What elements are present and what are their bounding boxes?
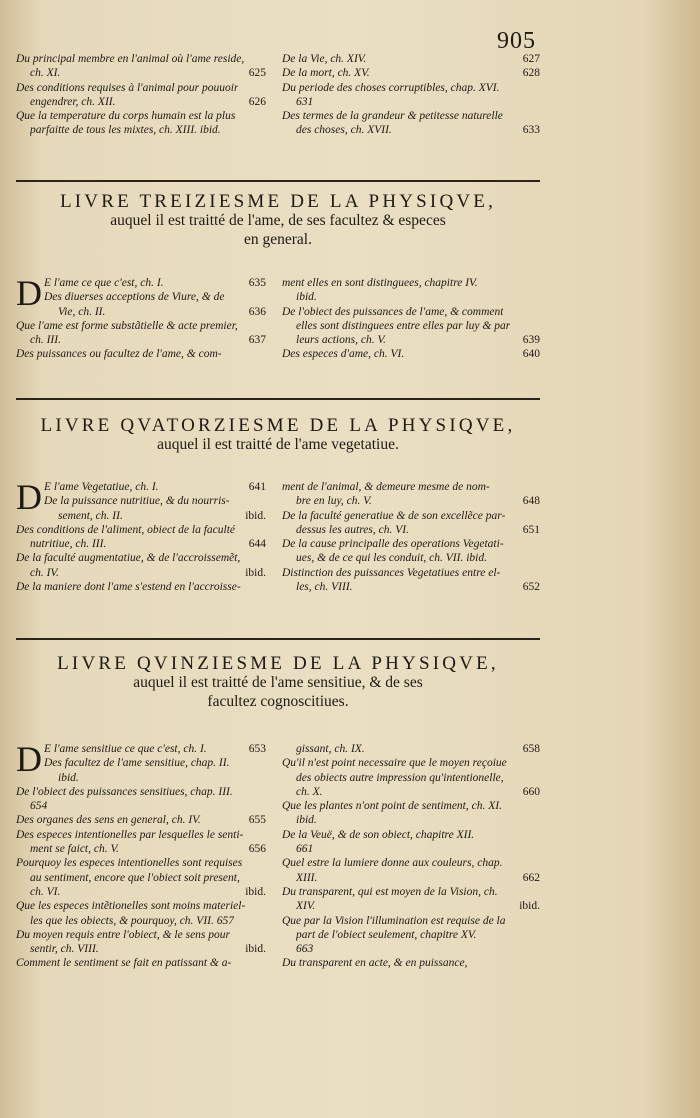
page-ref bbox=[260, 785, 266, 799]
index-entry bbox=[282, 509, 540, 523]
entry-text: les, ch. VIII. bbox=[296, 581, 353, 594]
page-ref bbox=[260, 123, 266, 137]
index-entry bbox=[282, 742, 540, 756]
page-ref: 633 bbox=[522, 124, 540, 137]
page-ref bbox=[260, 828, 266, 842]
index-entry bbox=[282, 580, 540, 594]
entry-text: Des diuerses acceptions de Viure, & de bbox=[44, 291, 225, 304]
page-ref bbox=[260, 494, 266, 508]
entry-text: De la cause principalle des operations Vegetati- bbox=[282, 538, 504, 551]
index-entry bbox=[16, 52, 266, 66]
index-entry bbox=[282, 566, 540, 580]
index-entry bbox=[16, 842, 266, 856]
entry-text: E l'ame sensitiue ce que c'est, ch. I. bbox=[44, 743, 207, 755]
index-entry bbox=[44, 742, 266, 756]
index-entry bbox=[282, 942, 540, 956]
page-ref bbox=[260, 551, 266, 565]
entry-text: au sentiment, encore que l'obiect soit present, bbox=[30, 871, 240, 884]
entry-text: 663 bbox=[296, 943, 314, 956]
title-line: auquel il est traitté de l'ame vegetatiue. bbox=[157, 436, 399, 453]
entry-text: De l'obiect des puissances sensitiues, chap. III. bbox=[16, 785, 233, 798]
index-entry bbox=[282, 81, 540, 95]
page-ref bbox=[534, 771, 540, 785]
index-column-left bbox=[16, 739, 266, 971]
page-ref bbox=[260, 914, 266, 928]
page-ref: 625 bbox=[248, 67, 266, 80]
entry-text: ues, & de ce qui les conduit, ch. VII. ibid. bbox=[296, 552, 487, 565]
page-ref: ibid. bbox=[519, 900, 540, 913]
index-entry bbox=[282, 785, 540, 799]
index-entry bbox=[282, 856, 540, 870]
entry-text: engendrer, ch. XII. bbox=[30, 95, 116, 108]
index-entry bbox=[16, 551, 266, 565]
page-ref bbox=[260, 347, 266, 361]
entry-text: Pourquoy les especes intentionelles sont requises bbox=[16, 857, 243, 870]
drop-capital: D bbox=[16, 477, 42, 517]
page-ref: 635 bbox=[248, 277, 266, 289]
index-entry bbox=[16, 871, 266, 885]
entry-text: Que la temperature du corps humain est la plus bbox=[16, 110, 236, 123]
title-line: auquel il est traitté de l'ame, de ses facultez & especes bbox=[110, 212, 446, 229]
page-ref bbox=[534, 828, 540, 842]
index-entry bbox=[16, 109, 266, 123]
index-column-right bbox=[282, 276, 540, 362]
index-entry bbox=[16, 81, 266, 95]
page-ref bbox=[260, 109, 266, 123]
index-entry bbox=[16, 580, 266, 594]
entry-text: ch. III. bbox=[30, 334, 61, 347]
entry-text: Du principal membre en l'animal où l'ame reside, bbox=[16, 53, 245, 65]
page-ref: 644 bbox=[248, 538, 266, 551]
index-entry bbox=[44, 305, 266, 319]
entry-text: les que les obiects, & pourquoy, ch. VII. 657 bbox=[30, 914, 234, 927]
index-entry bbox=[282, 771, 540, 785]
index-entry bbox=[282, 899, 540, 913]
entry-text: part de l'obiect seulement, chapitre XV. bbox=[296, 928, 477, 941]
entry-text: parfaitte de tous les mixtes, ch. XIII. ibid. bbox=[30, 124, 221, 137]
page-ref: 639 bbox=[522, 334, 540, 347]
page-ref: 648 bbox=[522, 495, 540, 508]
page-ref bbox=[534, 799, 540, 813]
page-ref: ibid. bbox=[245, 509, 266, 522]
index-entry bbox=[282, 347, 540, 361]
entry-text: E l'ame ce que c'est, ch. I. bbox=[44, 277, 164, 289]
entry-text: ibid. bbox=[296, 814, 317, 827]
entry-list bbox=[16, 273, 266, 362]
entry-text: gissant, ch. IX. bbox=[296, 743, 365, 755]
entry-text: 631 bbox=[296, 95, 314, 108]
index-column-right bbox=[282, 742, 540, 971]
entry-text: Des conditions requises à l'animal pour pouuoir bbox=[16, 81, 239, 94]
page-ref bbox=[260, 956, 266, 970]
index-entry bbox=[282, 52, 540, 66]
title-line: facultez cognoscitiues. bbox=[207, 693, 349, 710]
page-ref: 628 bbox=[522, 67, 540, 80]
entry-text: E l'ame Vegetatiue, ch. I. bbox=[44, 481, 159, 493]
page-ref bbox=[534, 95, 540, 109]
entry-text: De la Veuë, & de son obiect, chapitre XII. bbox=[282, 828, 475, 841]
page-ref bbox=[534, 956, 540, 970]
entry-text: Vie, ch. II. bbox=[58, 305, 106, 318]
index-entry bbox=[16, 319, 266, 333]
index-entry bbox=[44, 756, 266, 770]
section-title-livre-15 bbox=[16, 654, 540, 711]
entry-text: bre en luy, ch. V. bbox=[296, 495, 372, 508]
index-entry bbox=[282, 276, 540, 290]
index-entry bbox=[16, 813, 266, 827]
index-entry bbox=[16, 885, 266, 899]
page-ref bbox=[534, 537, 540, 551]
page-ref bbox=[260, 928, 266, 942]
page-ref bbox=[260, 756, 266, 770]
entry-text: sentir, ch. VIII. bbox=[30, 943, 99, 956]
entry-text: Des especes d'ame, ch. VI. bbox=[282, 348, 405, 361]
page-ref: 658 bbox=[522, 743, 540, 755]
index-entry bbox=[16, 66, 266, 80]
page-ref: 637 bbox=[248, 334, 266, 347]
page-ref: 640 bbox=[522, 348, 540, 361]
title-line: LIVRE TREIZIESME DE LA PHYSIQVE, bbox=[59, 191, 497, 212]
page-ref bbox=[260, 52, 266, 66]
entry-text: 654 bbox=[30, 800, 48, 813]
entry-text: nutritiue, ch. III. bbox=[30, 538, 107, 551]
index-entry bbox=[282, 290, 540, 304]
index-entry bbox=[282, 305, 540, 319]
page-ref bbox=[260, 899, 266, 913]
index-column-left bbox=[16, 52, 266, 138]
page-ref bbox=[534, 319, 540, 333]
index-entry bbox=[282, 756, 540, 770]
page-ref: 656 bbox=[248, 843, 266, 856]
page-ref bbox=[534, 276, 540, 290]
page-ref bbox=[534, 842, 540, 856]
entry-text: Des facultez de l'ame sensitiue, chap. II. bbox=[44, 757, 230, 770]
index-entry bbox=[282, 95, 540, 109]
entry-text: De la puissance nutritiue, & du nourris- bbox=[44, 495, 230, 508]
index-entry bbox=[282, 109, 540, 123]
entry-text: Du transparent en acte, & en puissance, bbox=[282, 957, 468, 970]
index-entry bbox=[282, 871, 540, 885]
entry-text: Que les especes intẽtionelles sont moins materiel- bbox=[16, 900, 246, 913]
index-entry bbox=[16, 785, 266, 799]
entry-text: De la maniere dont l'ame s'estend en l'accroisse- bbox=[16, 581, 241, 594]
index-entry bbox=[44, 480, 266, 494]
page-ref bbox=[534, 813, 540, 827]
page-ref bbox=[534, 551, 540, 565]
page-ref: 626 bbox=[248, 95, 266, 108]
page-ref bbox=[260, 799, 266, 813]
index-entry bbox=[16, 566, 266, 580]
index-column-left bbox=[16, 273, 266, 362]
page-ref: 651 bbox=[522, 523, 540, 536]
entry-text: ment de l'animal, & demeure mesme de nom- bbox=[282, 481, 490, 493]
drop-capital: D bbox=[16, 273, 42, 313]
section-divider bbox=[16, 638, 540, 640]
entry-text: des obiects autre impression qu'intentionelle, bbox=[296, 771, 504, 784]
index-entry bbox=[16, 914, 266, 928]
entry-text: Du transparent, qui est moyen de la Vision, ch. bbox=[282, 885, 498, 898]
index-entry bbox=[16, 928, 266, 942]
page-ref bbox=[260, 290, 266, 304]
index-entry bbox=[282, 494, 540, 508]
index-entry bbox=[282, 956, 540, 970]
page-ref bbox=[260, 856, 266, 870]
page-ref bbox=[534, 509, 540, 523]
page-ref: 652 bbox=[522, 581, 540, 594]
index-entry bbox=[282, 928, 540, 942]
entry-text: Des organes des sens en general, ch. IV. bbox=[16, 814, 201, 827]
page-number: 905 bbox=[497, 28, 536, 54]
entry-text: dessus les autres, ch. VI. bbox=[296, 523, 409, 536]
title-line: LIVRE QVINZIESME DE LA PHYSIQVE, bbox=[57, 653, 499, 674]
entry-text: Que par la Vision l'illumination est requise de la bbox=[282, 914, 506, 927]
page-ref bbox=[260, 523, 266, 537]
entry-text: Quel estre la lumiere donne aux couleurs, chap. bbox=[282, 857, 503, 870]
index-entry bbox=[16, 828, 266, 842]
entry-text: Du periode des choses corruptibles, chap. XVI. bbox=[282, 81, 500, 94]
page-ref: 653 bbox=[248, 743, 266, 755]
page-ref bbox=[534, 480, 540, 494]
index-entry bbox=[282, 914, 540, 928]
entry-text: De la mort, ch. XV. bbox=[282, 67, 370, 80]
index-column-left bbox=[16, 477, 266, 594]
entry-text: Que l'ame est forme substãtielle & acte premier, bbox=[16, 319, 238, 332]
index-entry bbox=[16, 537, 266, 551]
title-line: en general. bbox=[244, 231, 312, 248]
index-entry bbox=[282, 523, 540, 537]
page-ref bbox=[260, 81, 266, 95]
index-entry bbox=[16, 523, 266, 537]
entry-text: Des especes intentionelles par lesquelles le senti- bbox=[16, 828, 244, 841]
index-entry bbox=[16, 95, 266, 109]
index-entry bbox=[282, 480, 540, 494]
entry-text: ment elles en sont distinguees, chapitre IV. bbox=[282, 277, 478, 289]
index-entry bbox=[282, 123, 540, 137]
index-entry bbox=[16, 799, 266, 813]
page-ref bbox=[534, 109, 540, 123]
entry-text: Qu'il n'est point necessaire que le moyen reçoiue bbox=[282, 757, 507, 770]
index-entry bbox=[16, 347, 266, 361]
entry-text: sement, ch. II. bbox=[58, 509, 123, 522]
index-entry bbox=[282, 885, 540, 899]
page-ref bbox=[534, 566, 540, 580]
section-title-livre-14 bbox=[16, 416, 540, 454]
index-entry bbox=[16, 123, 266, 137]
entry-text: Distinction des puissances Vegetatiues entre el- bbox=[282, 566, 501, 579]
index-entry bbox=[16, 856, 266, 870]
entry-text: ibid. bbox=[296, 291, 317, 304]
entry-text: XIII. bbox=[296, 871, 318, 884]
index-entry bbox=[282, 537, 540, 551]
entry-text: leurs actions, ch. V. bbox=[296, 334, 386, 347]
entry-text: ch. X. bbox=[296, 785, 323, 798]
index-entry bbox=[282, 842, 540, 856]
index-entry bbox=[282, 66, 540, 80]
entry-text: ment se faict, ch. V. bbox=[30, 843, 119, 856]
title-line: LIVRE QVATORZIESME DE LA PHYSIQVE, bbox=[40, 415, 516, 436]
page-ref: 660 bbox=[522, 785, 540, 798]
index-entry bbox=[44, 276, 266, 290]
entry-text: ch. IV. bbox=[30, 566, 59, 579]
index-entry bbox=[282, 333, 540, 347]
index-entry bbox=[44, 771, 266, 785]
entry-text: Comment le sentiment se fait en patissant & a- bbox=[16, 957, 232, 970]
index-entry bbox=[44, 509, 266, 523]
page-ref bbox=[534, 856, 540, 870]
page-ref bbox=[534, 928, 540, 942]
entry-text: ibid. bbox=[58, 771, 79, 784]
entry-list bbox=[16, 739, 266, 971]
page-ref bbox=[260, 871, 266, 885]
index-column-right bbox=[282, 480, 540, 594]
index-entry bbox=[44, 494, 266, 508]
index-entry bbox=[282, 799, 540, 813]
index-entry bbox=[282, 551, 540, 565]
page-ref: ibid. bbox=[245, 566, 266, 579]
entry-text: De l'obiect des puissances de l'ame, & comment bbox=[282, 305, 504, 318]
page-ref bbox=[534, 290, 540, 304]
entry-text: 661 bbox=[296, 843, 314, 856]
page-ref: ibid. bbox=[245, 943, 266, 956]
page-ref bbox=[534, 885, 540, 899]
entry-text: ch. XI. bbox=[30, 67, 61, 80]
section-title-livre-13 bbox=[16, 192, 540, 249]
title-line: auquel il est traitté de l'ame sensitiue, & de ses bbox=[133, 674, 423, 691]
entry-text: De la Vie, ch. XIV. bbox=[282, 53, 367, 65]
page-ref: 655 bbox=[248, 814, 266, 827]
index-entry bbox=[282, 828, 540, 842]
entry-text: ch. VI. bbox=[30, 885, 61, 898]
entry-text: XIV. bbox=[296, 900, 316, 913]
index-entry bbox=[16, 956, 266, 970]
page-ref bbox=[534, 305, 540, 319]
page-ref bbox=[260, 319, 266, 333]
drop-capital: D bbox=[16, 739, 42, 779]
page-ref bbox=[534, 942, 540, 956]
entry-text: De la faculté generatiue & de son excellẽce par- bbox=[282, 509, 506, 522]
entry-list bbox=[16, 477, 266, 594]
page-ref bbox=[260, 771, 266, 785]
entry-text: Des conditions de l'aliment, obiect de la faculté bbox=[16, 523, 235, 536]
section-divider bbox=[16, 398, 540, 400]
index-entry bbox=[16, 899, 266, 913]
index-entry bbox=[16, 333, 266, 347]
page-ref bbox=[534, 756, 540, 770]
index-entry bbox=[282, 319, 540, 333]
page-ref: 662 bbox=[522, 871, 540, 884]
page-ref bbox=[260, 580, 266, 594]
page-ref: 627 bbox=[522, 53, 540, 65]
page-ref: 636 bbox=[248, 305, 266, 318]
entry-text: De la faculté augmentatiue, & de l'accroissemẽt, bbox=[16, 552, 241, 565]
entry-text: elles sont distinguees entre elles par luy & par bbox=[296, 319, 511, 332]
entry-text: des choses, ch. XVII. bbox=[296, 124, 392, 137]
index-entry bbox=[282, 813, 540, 827]
entry-text: Des termes de la grandeur & petitesse naturelle bbox=[282, 110, 503, 123]
index-column-right bbox=[282, 52, 540, 138]
page-ref bbox=[534, 81, 540, 95]
index-entry bbox=[16, 942, 266, 956]
page-ref: ibid. bbox=[245, 885, 266, 898]
entry-text: Que les plantes n'ont point de sentiment, ch. XI. bbox=[282, 800, 502, 813]
page-ref: 641 bbox=[248, 481, 266, 493]
page-ref bbox=[534, 914, 540, 928]
entry-text: Des puissances ou facultez de l'ame, & com- bbox=[16, 348, 222, 361]
section-divider bbox=[16, 180, 540, 182]
entry-text: Du moyen requis entre l'obiect, & le sens pour bbox=[16, 928, 230, 941]
index-entry bbox=[44, 290, 266, 304]
